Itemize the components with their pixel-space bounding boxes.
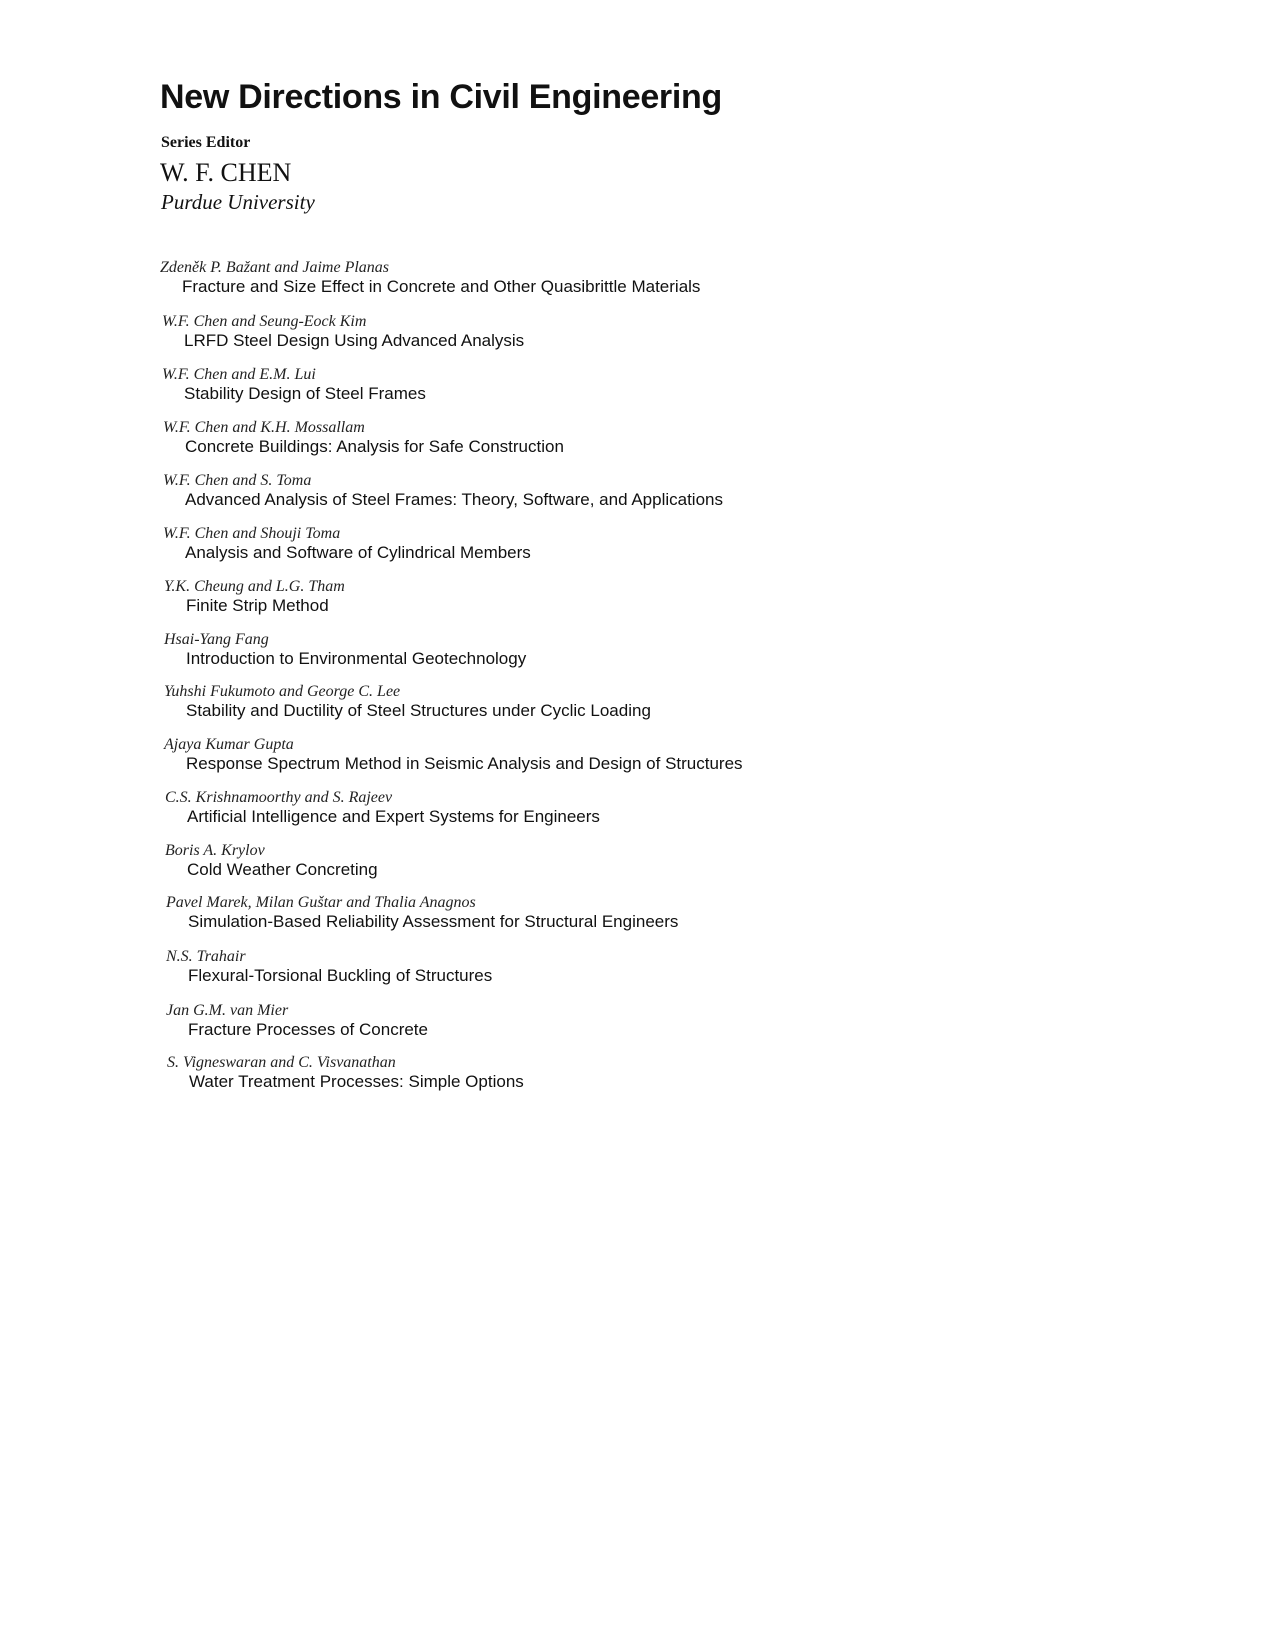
book-authors: Jan G.M. van Mier bbox=[166, 1002, 289, 1019]
book-title: Artificial Intelligence and Expert Systems for Engineers bbox=[187, 807, 600, 826]
book-authors: W.F. Chen and Shouji Toma bbox=[163, 525, 341, 542]
book-authors: Ajaya Kumar Gupta bbox=[164, 736, 294, 753]
book-title: Concrete Buildings: Analysis for Safe Construction bbox=[185, 437, 564, 456]
list-item bbox=[165, 842, 885, 880]
book-title: Introduction to Environmental Geotechnology bbox=[186, 649, 527, 668]
book-title: Water Treatment Processes: Simple Options bbox=[189, 1072, 524, 1091]
book-authors: S. Vigneswaran and C. Visvanathan bbox=[167, 1054, 396, 1071]
book-authors: N.S. Trahair bbox=[166, 948, 246, 965]
list-item bbox=[167, 1054, 887, 1092]
list-item bbox=[166, 894, 886, 932]
book-authors: W.F. Chen and S. Toma bbox=[163, 472, 312, 489]
book-authors: Pavel Marek, Milan Guštar and Thalia Anagnos bbox=[166, 894, 476, 911]
list-item bbox=[164, 736, 884, 774]
book-authors: W.F. Chen and K.H. Mossallam bbox=[163, 419, 365, 436]
list-item bbox=[166, 1002, 886, 1040]
book-title: Finite Strip Method bbox=[186, 596, 329, 615]
list-item bbox=[163, 525, 883, 563]
book-title: Analysis and Software of Cylindrical Members bbox=[185, 543, 531, 562]
series-editor-name: W. F. CHEN bbox=[160, 158, 292, 187]
list-item bbox=[164, 683, 884, 721]
book-authors: Zdeněk P. Bažant and Jaime Planas bbox=[160, 259, 390, 276]
list-item bbox=[163, 419, 883, 457]
list-item bbox=[160, 259, 880, 297]
book-title: Stability and Ductility of Steel Structures under Cyclic Loading bbox=[186, 701, 651, 720]
book-authors: Yuhshi Fukumoto and George C. Lee bbox=[164, 683, 401, 700]
list-item bbox=[162, 313, 882, 351]
book-title: Response Spectrum Method in Seismic Analysis and Design of Structures bbox=[186, 754, 743, 773]
list-item bbox=[164, 578, 884, 616]
list-item bbox=[164, 631, 884, 669]
book-authors: Y.K. Cheung and L.G. Tham bbox=[164, 578, 345, 595]
book-authors: Boris A. Krylov bbox=[165, 842, 265, 859]
book-title: Cold Weather Concreting bbox=[187, 860, 378, 879]
book-title: Simulation-Based Reliability Assessment for Structural Engineers bbox=[188, 912, 679, 931]
book-title: Advanced Analysis of Steel Frames: Theory, Software, and Applications bbox=[185, 490, 723, 509]
book-title: Flexural-Torsional Buckling of Structures bbox=[188, 966, 493, 985]
book-authors: W.F. Chen and Seung-Eock Kim bbox=[162, 313, 367, 330]
book-authors: Hsai-Yang Fang bbox=[164, 631, 269, 648]
book-title: Fracture and Size Effect in Concrete and Other Quasibrittle Materials bbox=[182, 277, 701, 296]
series-editor-affiliation: Purdue University bbox=[161, 190, 315, 214]
book-authors: W.F. Chen and E.M. Lui bbox=[162, 366, 316, 383]
list-item bbox=[163, 472, 883, 510]
series-title: New Directions in Civil Engineering bbox=[160, 78, 722, 116]
book-title: LRFD Steel Design Using Advanced Analysis bbox=[184, 331, 525, 350]
series-editor-label: Series Editor bbox=[161, 134, 251, 151]
book-authors: C.S. Krishnamoorthy and S. Rajeev bbox=[165, 789, 393, 806]
list-item bbox=[162, 366, 882, 404]
book-title: Fracture Processes of Concrete bbox=[188, 1020, 428, 1039]
list-item bbox=[166, 948, 886, 986]
list-item bbox=[165, 789, 885, 827]
book-title: Stability Design of Steel Frames bbox=[184, 384, 426, 403]
